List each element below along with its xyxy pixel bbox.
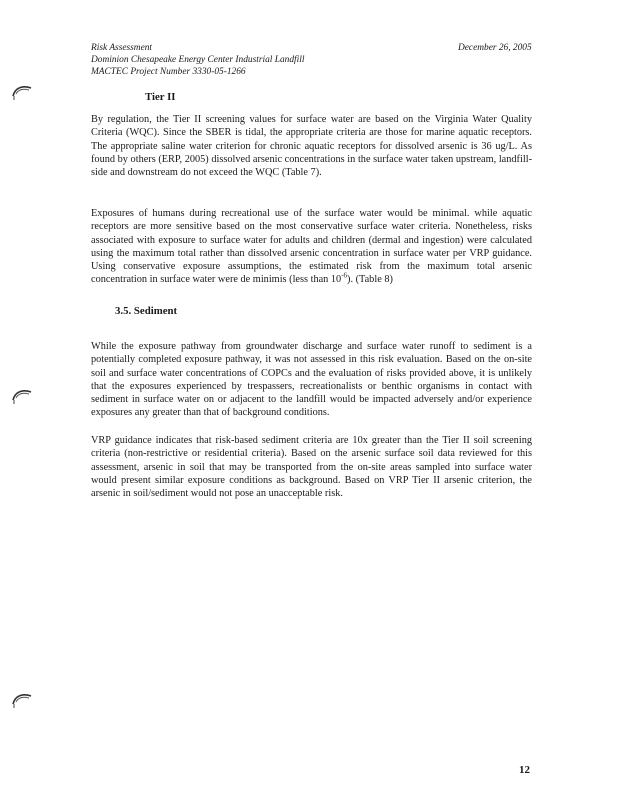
header-report-type: Risk Assessment (91, 43, 153, 53)
paragraph-human-exposure (91, 207, 532, 287)
paragraph-human-exposure-text: Exposures of humans during recreational use of the surface water would be minimal. while aquatic receptors are more sensitive based on the most conservative surface water criteria. Nonetheless, risks associated with exposure to surface water for adults and children (dermal and ingestion) were calculated using the maximum total rather than dissolved arsenic concentration in surface water per VRP guidance. Using conservative exposure assumptions, the estimated risk from the maximum total arsenic concentration in surface water were de minimis (less than 10 (91, 208, 532, 286)
punch-hole-mark-icon (10, 690, 34, 710)
page-number: 12 (519, 764, 530, 776)
section-heading-tier-ii: Tier II (145, 91, 176, 103)
section-heading-sediment: 3.5. Sediment (115, 305, 178, 317)
header-date: December 26, 2005 (458, 43, 532, 53)
running-header (91, 42, 304, 78)
paragraph-sediment-pathway: While the exposure pathway from groundwater discharge and surface water runoff to sediment is a potentially completed exposure pathway, it was not assessed in this risk evaluation. Based on the on-site soil and surface water concentrations of COPCs and the evaluation of risks provided above, it is unlikely that the exposures experienced by trespassers, recreationalists or benthic organisms in contact with sediment in surface water on or adjacent to the landfill would be impacted adversely and/or experience exposures any greater than that of background conditions. (91, 341, 532, 419)
header-site-name: Dominion Chesapeake Energy Center Industrial Landfill (91, 55, 305, 65)
punch-hole-mark-icon (10, 386, 34, 406)
risk-exponent: -6 (341, 272, 348, 281)
paragraph-vrp-guidance: VRP guidance indicates that risk-based sediment criteria are 10x greater than the Tier II soil screening criteria (non-restrictive or residential criteria). Based on the arsenic surface soil data reviewed for this assessment, arsenic in soil that may be transported from the on-site areas sampled into surface water would present similar exposure conditions as background. Based on VRP Tier II arsenic criterion, the arsenic in soil/sediment would not pose an unacceptable risk. (91, 435, 532, 500)
punch-hole-mark-icon (10, 82, 34, 102)
paragraph-tier-ii-criteria: By regulation, the Tier II screening values for surface water are based on the Virginia Water Quality Criteria (WQC). Since the SBER is tidal, the appropriate criteria are those for marine aquatic receptors. The appropriate saline water criterion for chronic aquatic receptors for dissolved arsenic is 36 ug/L. As found by others (ERP, 2005) dissolved arsenic concentrations in the surface water taken upstream, landfill-side and downstream do not exceed the WQC (Table 7). (91, 114, 532, 179)
header-project-number: MACTEC Project Number 3330-05-1266 (91, 67, 246, 77)
paragraph-human-exposure-table-ref: ). (Table 8) (347, 274, 393, 286)
